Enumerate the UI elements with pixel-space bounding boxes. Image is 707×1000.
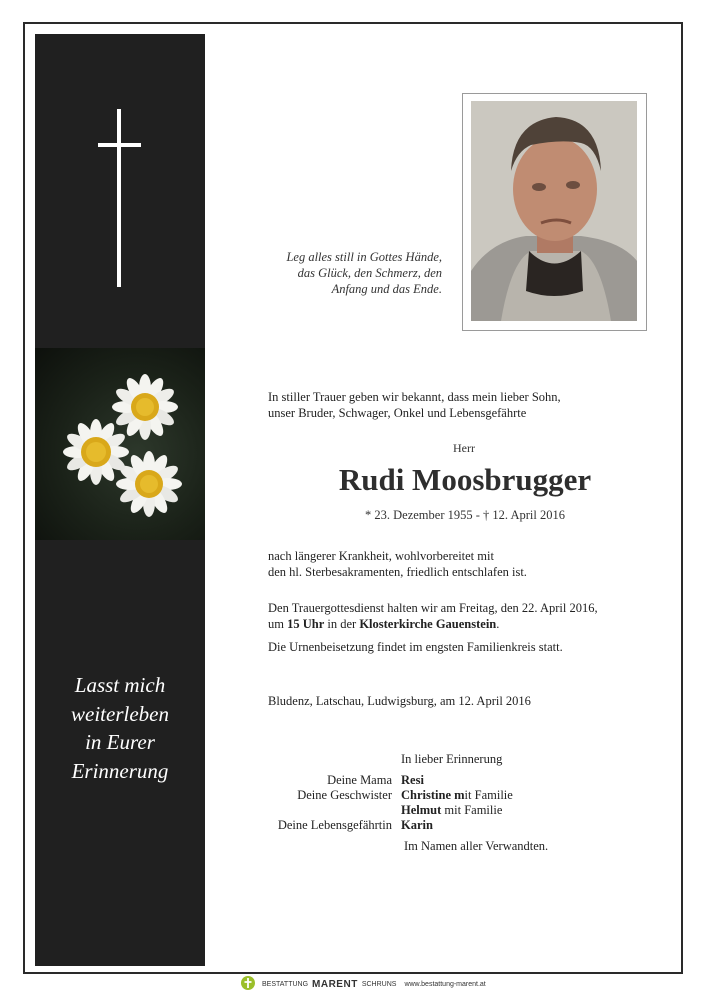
poem-line: Anfang und das Ende. [331,282,442,296]
mourner-name [401,773,424,788]
intro-line: In stiller Trauer geben wir bekannt, dass mein lieber Sohn, [268,390,561,404]
service-time: 15 Uhr [287,616,325,631]
side-quote [35,671,205,785]
service-suffix: . [496,616,500,631]
mourner-name [401,788,513,803]
footer-left: BESTATTUNG [262,980,309,988]
passing-text [268,549,527,580]
mourner-name-rest: mit Familie [441,803,503,817]
side-quote-line: in Eurer [85,730,155,754]
place-date [268,694,531,710]
mourner-name-bold: Christine m [401,788,465,802]
mourner-name [401,803,502,818]
mourner-role [240,803,401,818]
service-place: Klosterkirche Gauenstein [359,616,497,631]
poem [236,249,442,297]
mourner-name-bold: Resi [401,773,424,787]
service-text [268,601,598,632]
intro-line: unser Bruder, Schwager, Onkel und Lebensgefährte [268,405,527,420]
mourner-role: Deine Mama [327,773,392,787]
poem-line: das Glück, den Schmerz, den [297,266,442,280]
service-mid: in der [324,616,360,631]
footer-url[interactable]: www.bestattung-marent.at [404,980,486,988]
life-dates: * 23. Dezember 1955 - † 12. April 2016 [365,508,565,522]
daisy-flowers-image [35,348,205,540]
place-date-line: Bludenz, Latschau, Ludwigsburg, am 12. April 2016 [268,694,531,708]
mourner-row [240,818,513,833]
service-line: Den Trauergottesdienst halten wir am Freitag, den 22. April 2016, [268,601,598,615]
deceased-name: Rudi Moosbrugger [338,462,592,497]
portrait-photo [471,101,637,321]
mourner-row [240,773,513,788]
mourner-name-bold: Karin [401,818,433,832]
mourner-role: Deine Lebensgefährtin [277,818,392,832]
relatives-line: Im Namen aller Verwandten. [404,839,549,853]
memory-heading: In lieber Erinnerung [401,752,503,766]
urn-line: Die Urnenbeisetzung findet im engsten Familienkreis statt. [268,640,563,654]
mourner-row [240,788,513,803]
side-quote-line: weiterleben [71,701,169,726]
mourner-row [240,803,513,818]
passing-line: den hl. Sterbesakramenten, friedlich entschlafen ist. [268,564,527,579]
poem-line: Leg alles still in Gottes Hände, [286,250,442,264]
footer-town: SCHRUNS [361,980,397,988]
mourners-list [240,773,513,833]
urn-text [268,640,563,656]
mourner-role: Deine Geschwister [297,788,392,802]
service-line [268,617,598,633]
salutation: Herr [453,441,475,455]
mourner-name [401,818,433,833]
side-quote-line: Lasst mich [74,673,166,697]
side-quote-line: Erinnerung [71,758,169,783]
service-prefix: um [268,616,288,631]
footer [240,976,486,992]
marent-logo-icon [240,975,256,993]
passing-line: nach längerer Krankheit, wohlvorbereitet mit [268,549,494,563]
intro-text [268,390,561,421]
mourner-name-rest: it Familie [464,788,513,802]
footer-brand: MARENT [312,978,358,990]
mourner-name-bold: Helmut [401,803,442,817]
